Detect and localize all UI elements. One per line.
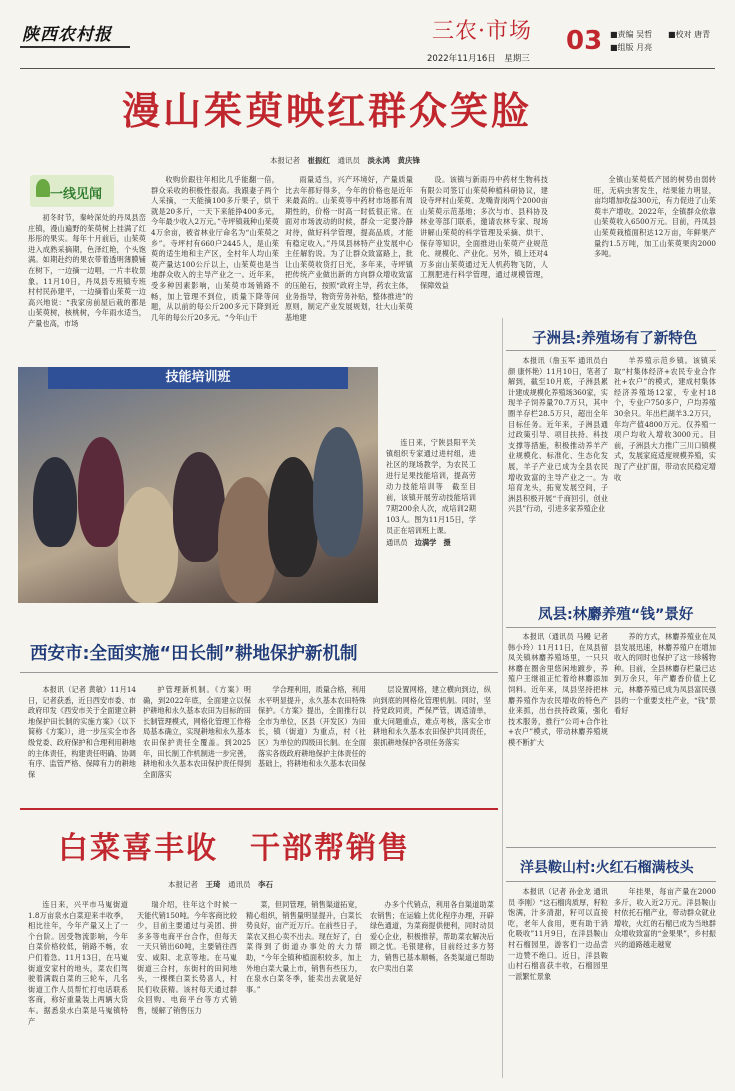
yangxian-col-2-text: 年挂果，每亩产量在2000多斤，收入近2万元。洋县鞍山村依托石榴产业，带动群众就业增收，火红的石榴已成为当地群众增收致富的“金果果”，乡村振兴的道路越走越宽 — [614, 887, 716, 949]
editor-credit: ■责编 吴哲 — [610, 30, 653, 39]
cabbage-col-4 — [370, 900, 494, 1070]
tree-icon — [36, 179, 50, 197]
trainee-figure — [218, 477, 276, 603]
cabbage-col-2 — [137, 900, 237, 1070]
byline-reporter: 崔振红 — [307, 156, 330, 165]
lead-col-5-text: 全镇山茱萸低产园的树势由弱转旺，无病虫害发生，结果能力明显，亩均增加收益300元，有力促进了山茱萸丰产增收。2022年，全镇群众依靠山茱萸收入6500万元。目前，丹凤县山茱萸栽植面积达12万亩，年鲜果产量约1.5万吨，加工山茱萸果肉2000多吨。 — [594, 175, 716, 259]
cabbage-col-3-text: 菜，但同管理，销售渠道拓宽，精心组织，销售量明显提升，白菜长势良好，亩产近万斤。在前些日子，菜农又担心卖不出去。现在好了，白菜得到了街道办事处的大力帮助，“今年全镇种植面积较多，加上外地白菜大量上市，销售有些压力，在泉水白菜冬季，能卖出去就是好事。” — [246, 900, 362, 994]
byline-corr-prefix: 通讯员 — [228, 880, 251, 889]
photo-caption-text: 连日来，宁陕县阳平关镇组织专家通过进村组，进社区的现场教学，为农民工进行足果技能培训，提高劳动力技能培训等 截至目前，该镇开展劳动技能培训7期200余人次，成培训2期103人。图为11月15日，学员正在培训班上课。 — [386, 438, 476, 535]
xian-col-4-text: 层设置网格，建立横向到边，纵向到底的网格化管理机制。同时，坚持党政同责，严保严管，调适清单，重大问题重点，难点考核，落实全市耕地和永久基本农田保护共同责任，狠抓耕地保护各项任务落实 — [373, 685, 491, 747]
xian-rule — [20, 672, 498, 673]
lead-col-3 — [285, 175, 413, 365]
yangxian-col-1 — [508, 887, 608, 1072]
fengxian-col-1-text: 本报讯（通讯员 马鳗 记者 韩小玲）11月11日，在凤县留凤关镇林麝养殖场里，一只只林麝在圈舍里悠闲地踱步，养殖户王继祖正忙着给林麝添加饲料。近年来，凤县坚持把林麝养殖作为农民增收的特色产业来抓，出台扶持政策，强化技术服务，推行“公司+合作社+农户”模式，带动林麝养殖规模不断扩大 — [508, 632, 608, 747]
lead-byline — [270, 155, 420, 166]
fengxian-col-2-text: 养的方式，林麝养殖业在凤县发展迅速，林麝养殖户在增加收入的同时也保护了这一珍稀物种。目前，全县林麝存栏量已达到万余只，年产麝香价值上亿元，林麝养殖已成为凤县富民强县的一个重要支柱产业，“钱”景看好 — [614, 632, 716, 716]
xian-col-3 — [258, 685, 366, 803]
cabbage-byline — [168, 879, 273, 890]
xian-col-1 — [28, 685, 136, 803]
xian-col-1-text: 本报讯（记者 黄敏）11月14日，记者获悉，近日西安市委、市政府印发《西安市关于全面建立耕地保护田长制的实施方案》（以下简称《方案》），进一步压实全市各级党委、政府保护和合理利用耕地的主体责任，构建责任明确、协调有序、监管严格、保障有力的耕地保 — [28, 685, 136, 779]
xian-col-3-text: 学合理利用，质量合格，利用水平明显提升，永久基本农田特殊保护。《方案》提出，全面推行以全市为单位，区县（开发区）为田长，镇（街道）为重点，村（社区）为单位的四级田长制。在全面落实各级政府耕地保护主体责任的基础上，将耕地和永久基本农田保 — [258, 685, 366, 769]
xian-col-4 — [373, 685, 491, 803]
yangxian-col-1-text: 本报讯（记者 孙金龙 通讯员 李刚）“这石榴肉质厚，籽粒饱满，汁多清甜，籽可以直接吃，老年人食用，更有助于消化吸收”11月9日，在洋县鞍山村石榴园里，游客们一边品尝一边赞不绝口。近日，洋县鞍山村石榴喜获丰收，石榴园里一派繁忙景象 — [508, 887, 608, 981]
ziyang-headline: 子洲县:养殖场有了新特色 — [532, 331, 698, 347]
ziyang-col-1 — [508, 356, 608, 586]
byline-correspondent: 李石 — [258, 880, 273, 889]
lead-col-4-text: 设。该镇与新雨丹中药材生物科技有限公司签订山茱萸种植科研协议，建设寺坪村山茱萸、龙嘴青岗两个2000亩山茱萸示范基地；多次与市、县科协及林业等部门联系，邀请农林专家、现场讲解山茱萸的科学管理及采摘、烘干、保存等知识，全面推进山茱萸产业规范化、规模化、产业化。另外，镇上还对4万多亩山茱萸通过无人机药物飞防，人工割肥进行科学管理，通过规模管理，保障效益 — [420, 175, 548, 290]
yangxian-headline: 洋县鞍山村:火红石榴满枝头 — [520, 860, 694, 876]
yangxian-top-rule — [506, 847, 716, 848]
ziyang-rule — [506, 350, 716, 351]
column-tag — [30, 175, 114, 207]
byline-prefix: 本报记者 — [270, 156, 300, 165]
cabbage-top-rule — [20, 808, 498, 810]
cabbage-col-1 — [28, 900, 128, 1070]
column-divider — [502, 318, 503, 1078]
masthead — [0, 0, 735, 72]
byline-corr-prefix: 通讯员 — [337, 156, 360, 165]
layout-credit: ■组版 月亮 — [610, 43, 653, 52]
cabbage-col-2-text: 瑞介绍，往年这个时候一天能代销150吨。今年客商比较少，目前主要通过与美团、拼多多等电商平台合作，但每天一天只销出60吨，主要销往西安、咸阳、北京等地。在马嵬街道三合村，东街村的田间地头，一棵棵白菜长势喜人，村民们收获精。该村每天通过群众回购、电商平台等方式销售，缓解了销售压力 — [137, 900, 237, 1015]
masthead-divider — [20, 68, 715, 69]
yangxian-col-2 — [614, 887, 716, 1072]
trainee-figure — [78, 437, 124, 547]
xian-headline: 西安市:全面实施“田长制”耕地保护新机制 — [30, 644, 358, 664]
cabbage-col-1-text: 连日来，兴平市马嵬街道1.8万亩泉水白菜迎来丰收季，相比往年，今年产量又上了一个台阶。因受物流影响，今年白菜价格较低，销路不畅，农户们着急。11月13日，在马嵬街道安家村的地头，菜农们驾驶着满载白菜的三轮车，几名街道工作人员帮忙打电话联系客商，称好重量装上两辆大货车。据悉泉水白菜是马嵬镇特产 — [28, 900, 128, 1026]
byline-prefix: 本报记者 — [168, 880, 198, 889]
trainee-figure — [33, 457, 77, 547]
yangxian-rule — [506, 881, 716, 882]
cabbage-col-4-text: 办多个代销点，利用各自渠道助菜农销售；在运输上优化程序办理，开辟绿色通道，为菜商提供便利，同时动员爱心企业，积极推荐，帮助菜农解决后顾之忧。毛银建称，目前经过多方努力，销售已基本顺畅，各类渠道已帮助农户卖出白菜 — [370, 900, 494, 973]
lead-col-5 — [594, 175, 716, 315]
xian-col-2-text: 护管理新机制。《方案》明确，到2022年底，全面建立以保护耕地和永久基本农田为目标的田长制管理模式，网格化管理工作格局基本确立，实现耕地和永久基本农田保护责任全覆盖。到2025年，田长制工作机制进一步完善，耕地和永久基本农田保护责任得到全面落实 — [143, 685, 251, 779]
lead-col-3-text: 雨量适当，兴产环境好，产量质量比去年都好得多，今年的价格也是近年来最高的。山茱萸等中药材市场都有周期性的，价格一时高一时低很正常。在面对市场波动的时候，群众一定要冷静对待，做好科学管理，提高品质，才能有稳定收入。”丹凤县林特产业发展中心主任解豹说。为了让群众致富路上，批让山茱萸收货打日光，多年来，寺坪镇把传统产业做出新的方向群众增收致富的压舱石，按照“政府主导，药农主体，业务指导，物资劳务补贴，整体推进”的原则，制定产业发展规划，壮大山茱萸基地建 — [285, 175, 413, 322]
page-number: 03 — [566, 26, 603, 56]
masthead-rule — [20, 46, 130, 48]
ziyang-col-1-text: 本报讯（詹玉军 通讯员白颜 康怀艳）11月10日，笔者了解到，截至10月底，子洲县累计建成规模化养殖场360家，实现羊子饲养量70.7万只，其中圈羊存栏28.5万只，超出全年目标任务。近年来，子洲县通过政策引导、项目扶持、科技支撑等措施，积极推动养羊产业规模化、标准化、生态化发展，羊子产业已成为全县农民增收致富的主导产业之一。为培育龙头，拓宽发展空间，子洲县积极开展“千商回引，创业兴县”行动，引进多家养殖企业 — [508, 356, 608, 514]
fengxian-col-2 — [614, 632, 716, 842]
lead-headline: 漫山茱萸映红群众笑脸 — [122, 88, 533, 133]
photo-caption — [386, 437, 476, 597]
fengxian-rule — [506, 627, 716, 628]
date-line: 2022年11月16日 星期三 — [427, 54, 530, 64]
lead-col-2 — [151, 175, 279, 365]
ziyang-col-2-text: 羊养殖示范乡镇。该镇采取“村集体经济+农民专业合作社+农户”的模式，建成村集体经济养殖场12家，专业村18个，专业户750多户，户均养殖30余只。年出栏湖羊3.2万只，年均产值4800万元。仅养殖一项户均收入增收3000元。目前，子洲县大力推广三川口镇模式，发展家庭适度规模养殖，实现了产业扩面，带动农民稳定增收 — [614, 356, 716, 482]
column-tag-label: 一线见闻 — [50, 187, 103, 202]
ziyang-col-2 — [614, 356, 716, 586]
banner: 技能培训班 — [48, 367, 348, 389]
photo-credit: 通讯员 边满学 摄 — [386, 538, 451, 547]
newspaper-logo: 陕西农村报 — [22, 25, 112, 45]
section-title: 三农·市场 — [432, 19, 532, 44]
cabbage-headline: 白菜喜丰收 干部帮销售 — [58, 831, 410, 866]
lead-col-4 — [420, 175, 548, 365]
lead-col-1 — [28, 213, 146, 365]
lead-col-1-text: 初冬时节，秦岭深处的丹凤县峦庄镇，漫山遍野的茱萸树上挂满了红彤彤的果实。每年十月前后，山茱萸进入成熟采摘期，色泽红艳，个头饱满。如期赴约的果农带着透明薄膜铺在树下，一边摘一边唱，一片丰收景象。11月10日，丹凤县专班镇专班村村民孙建平，一边摘着山茱萸一边高兴地说：“我家房前屋后栽的都是山茱萸树，核桃树，今年雨水适当，产量也高，市场 — [28, 213, 146, 328]
fengxian-col-1 — [508, 632, 608, 842]
training-photo — [18, 367, 378, 603]
byline-correspondents: 淡永鸿 黄庆锋 — [367, 156, 420, 165]
trainee-figure — [313, 427, 363, 557]
proof-credit: ■校对 唐青 — [668, 30, 711, 39]
lead-col-2-text: 收购价跟往年相比几乎能翻一倍，群众采收的积极性很高。我跟妻子两个人采摘，一天能摘100多斤果子，烘干就是20多斤，一天下来能挣400多元，今年最少收入2万元。”寺坪镇栽种山茱萸4万余亩，被省林业厅命名为“山茱萸之乡”。寺坪村有660户2445人，是山茱萸的适生地和主产区，全村年人均山茱萸产量达100公斤以上，山茱萸也是当地群众收入的主导产业之一。近年来，受多种因素影响，山茱萸市场销路不畅，加上管理不到位，质量下降等问题，从以前的每公斤200多元下降到近几年的每公斤20多元。“今年山干 — [151, 175, 279, 322]
trainee-figure — [268, 457, 318, 577]
cabbage-col-3 — [246, 900, 362, 1070]
byline-reporter: 王琦 — [205, 880, 221, 889]
fengxian-headline: 凤县:林麝养殖“钱”景好 — [538, 607, 694, 623]
xian-col-2 — [143, 685, 251, 803]
trainee-figure — [118, 487, 178, 603]
